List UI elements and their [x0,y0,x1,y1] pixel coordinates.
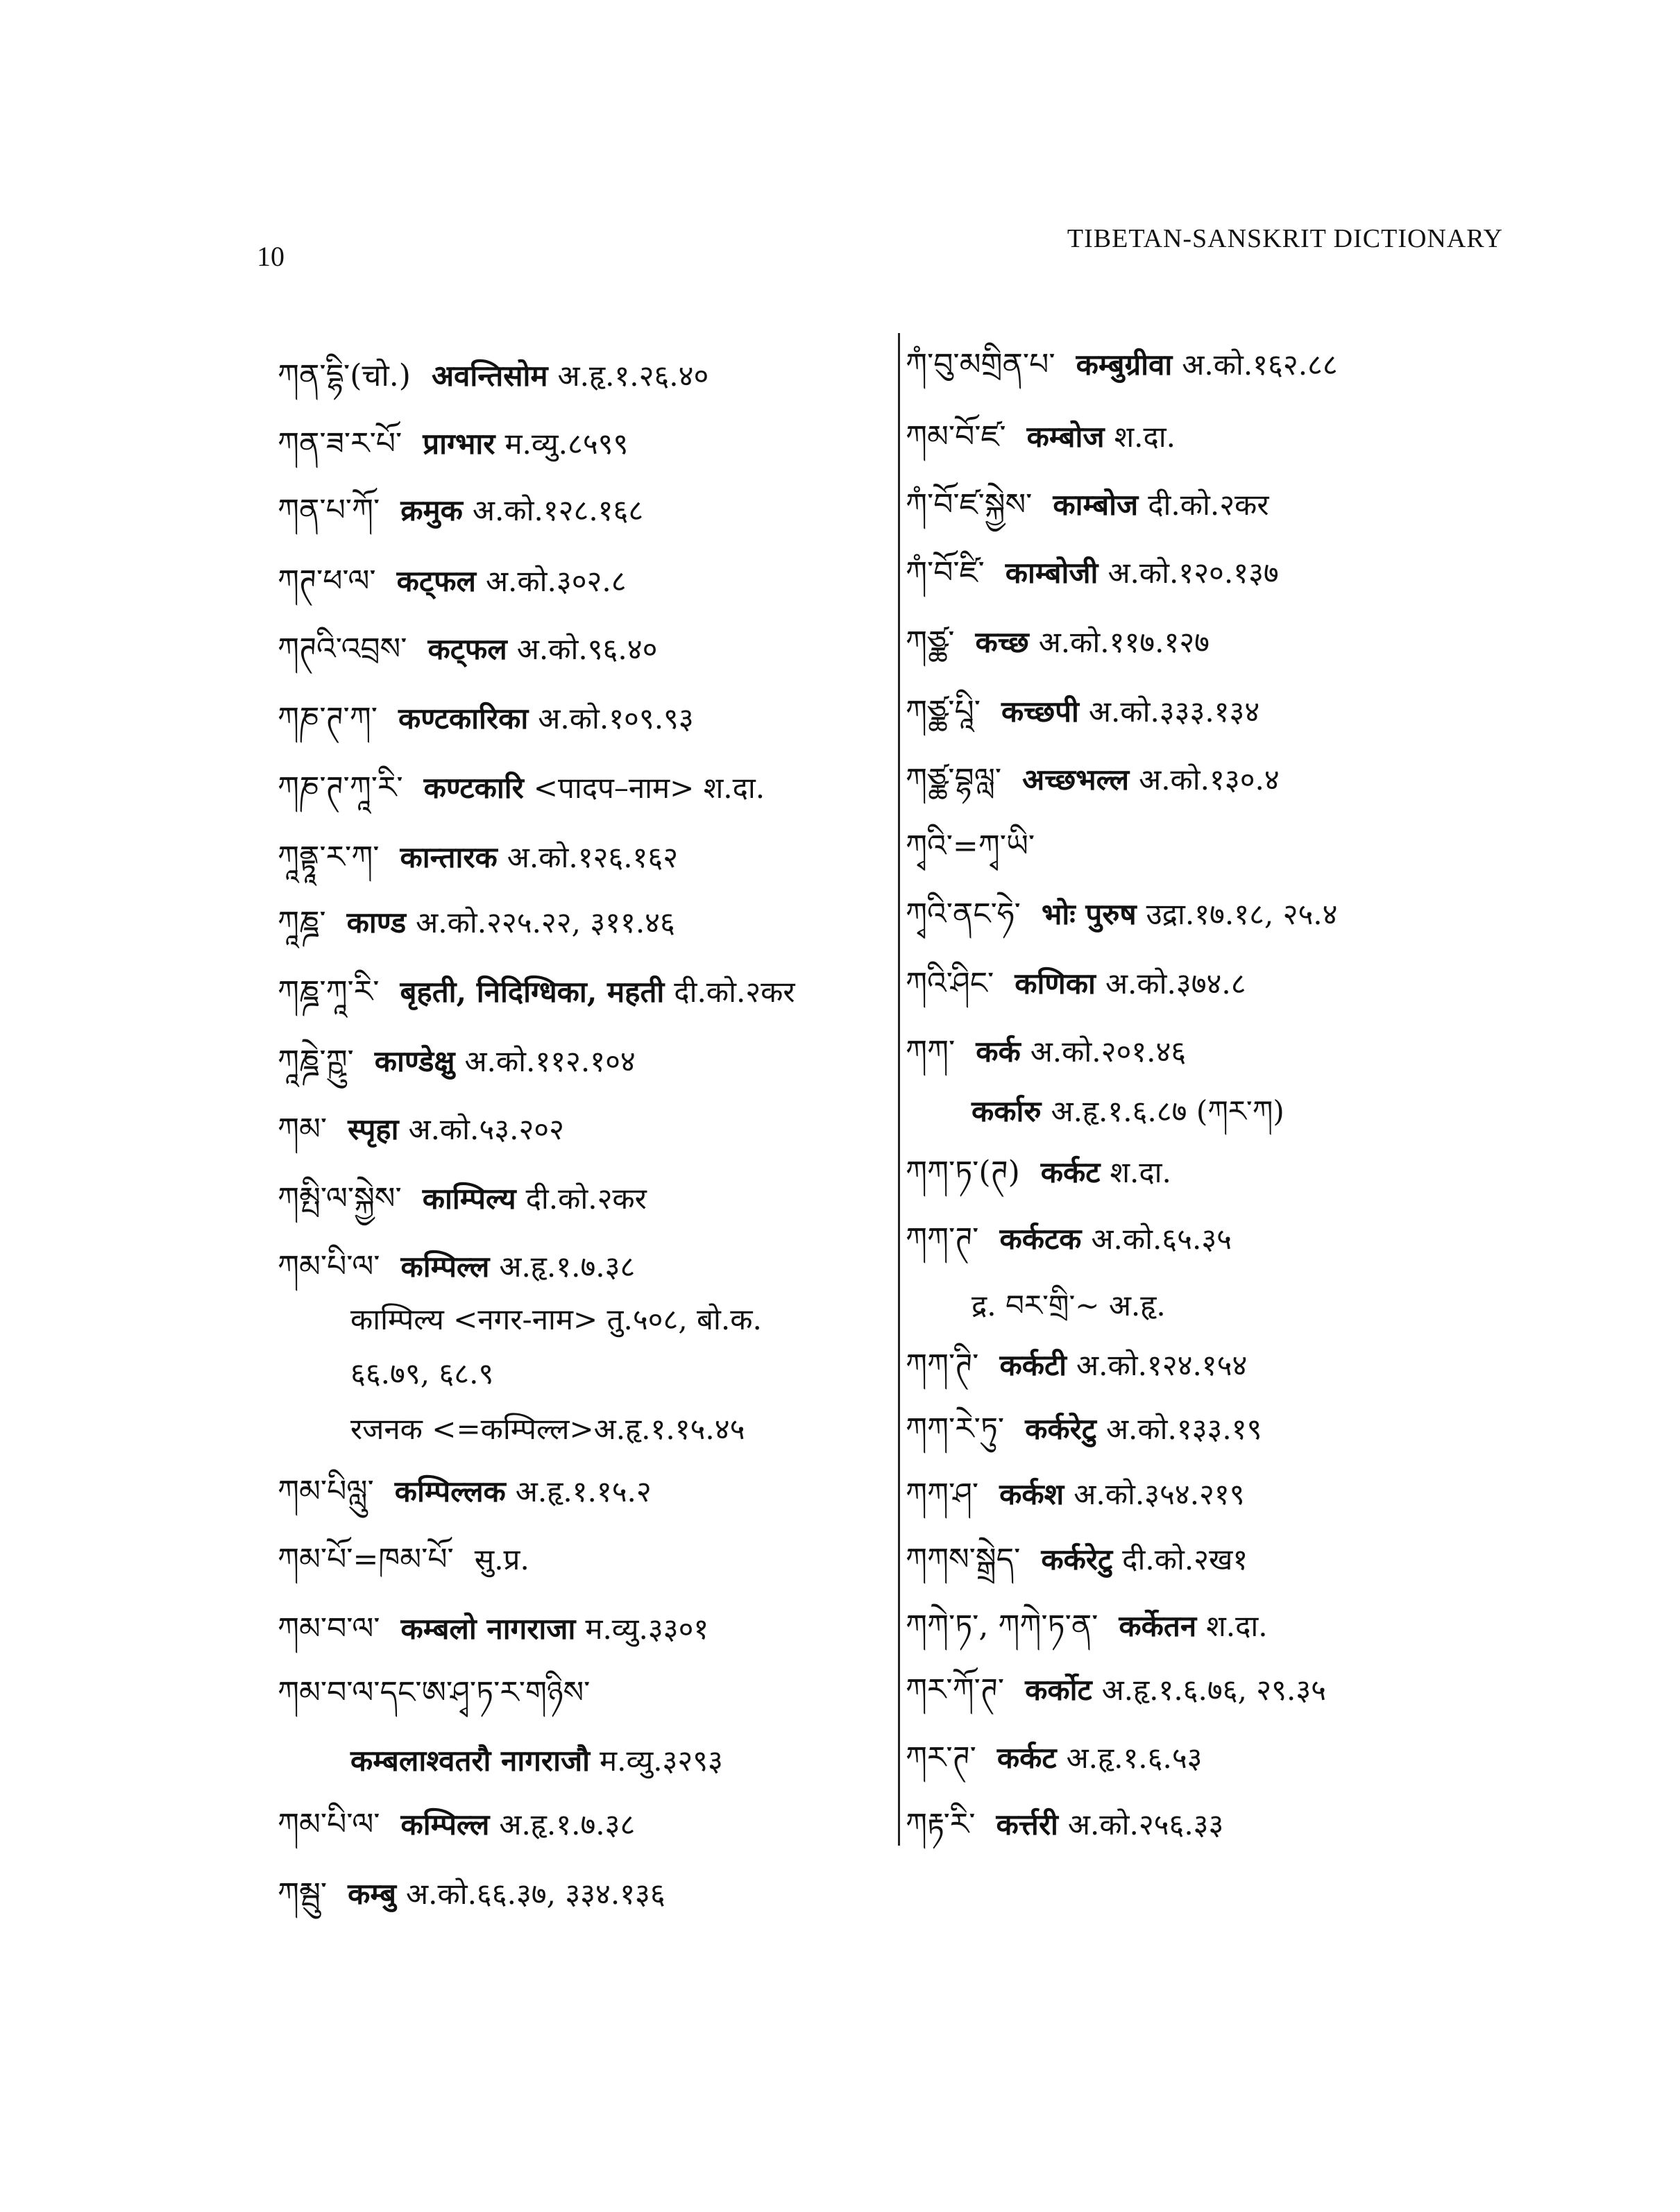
sanskrit-equivalent: कम्बलाश्वतरौ नागराजौ [350,1744,590,1778]
sanskrit-equivalent: अच्छभल्ल [1022,763,1130,797]
column-divider [898,333,900,1846]
source-reference: अ.हृ.१.६.७६, २९.३५ [1101,1673,1327,1707]
source-reference: अ.हृ.१.२६.४० [557,359,709,393]
sanskrit-equivalent: कम्पिल्ल [400,1807,490,1841]
tibetan-headword: ཀྭའི་=ཀྭ་ཡི་ [906,828,1035,864]
sanskrit-equivalent: कर्क [976,1035,1021,1069]
dictionary-entry [278,971,795,1013]
source-reference: अ.हृ.१.६.८७ (ཀར་ཀ) [1051,1094,1284,1128]
source-reference: ६६.७९, ६८.९ [350,1356,494,1390]
tibetan-headword: ཀཾ་བུ་མགྲིན་པ་ [906,347,1055,382]
tibetan-headword: ཀམ་པི་ལ་ [278,1249,380,1284]
source-reference: उद्रा.१७.१८, २५.४ [1146,897,1338,931]
dictionary-entry [278,490,643,531]
dictionary-entry [906,759,1280,801]
source-reference: अ.को.३३३.१३४ [1088,695,1260,729]
sanskrit-equivalent: कर्कट [1040,1155,1101,1189]
dictionary-entry [278,1041,636,1082]
sanskrit-equivalent: कम्बोज [1026,420,1105,454]
tibetan-headword: ཀཎྜ་ཀཱ་རི་ [278,974,380,1010]
source-reference: <पादप–नाम> श.दा. [533,771,765,805]
source-reference: अ.हृ.१.७.३८ [499,1807,636,1841]
tibetan-headword: ཀན་ཟ་ར་པོ་ [278,426,402,461]
sanskrit-equivalent: काण्ड [346,905,407,939]
dictionary-entry [278,355,709,397]
dictionary-entry [278,1109,564,1150]
tibetan-headword: ཀམྤི་ལ་སྐྱེས་ [278,1181,402,1216]
dictionary-entry [906,1152,1171,1193]
tibetan-headword: ཀམྦུ་ [278,1876,328,1912]
source-reference: अ.को.९६.४० [516,632,658,666]
sanskrit-equivalent: कर्कट [996,1741,1057,1775]
sanskrit-equivalent: कर्कश [999,1477,1064,1511]
source-reference: अ.को.६६.३७, ३३४.१३६ [406,1877,665,1911]
sanskrit-equivalent: कट्फल [427,632,507,666]
source-reference: अ.को.११२.१०४ [464,1044,636,1078]
sanskrit-equivalent: कर्कोट [1025,1673,1092,1707]
dictionary-entry [906,1218,1232,1260]
dictionary-entry [906,826,1055,867]
dictionary-entry [906,1474,1245,1515]
tibetan-headword: ཀཀ་རེ་ཏུ་ [906,1411,1005,1447]
tibetan-headword: ཀྭའི་ནང་ཧེ་ [906,896,1021,932]
source-reference: अ.को.२२५.२२, ३११.४६ [416,905,675,939]
sanskrit-equivalent: कर्कटी [999,1348,1067,1382]
sanskrit-equivalent: काम्पिल्य [422,1182,516,1216]
tibetan-headword: ཀན་པ་ཀོ་ [278,493,380,528]
sanskrit-equivalent: कम्पिल्ल [400,1250,490,1284]
dictionary-entry [906,894,1338,935]
sanskrit-equivalent: काम्बोजी [1005,556,1098,590]
dictionary-entry [278,1299,762,1341]
dictionary-entry [906,484,1269,526]
tibetan-headword: ཀཀ་ [906,1034,956,1069]
dictionary-entry [906,1804,1223,1846]
sanskrit-equivalent: कान्तारक [400,840,498,874]
sanskrit-equivalent: बृहती, निदिग्धिका, महती [400,975,665,1009]
dictionary-entry [278,698,694,740]
tibetan-headword: ཀཎ་ཊ་ཀཱ་རི་ [278,770,403,806]
source-reference: अ.को.६५.३५ [1091,1222,1232,1256]
dictionary-entry [906,344,1338,386]
sanskrit-equivalent: काम्बोज [1053,488,1139,522]
source-reference: अ.को.३७४.८ [1105,967,1246,1001]
tibetan-headword: ཀར་ཊ་ [906,1740,976,1776]
tibetan-headword: ཀམ་པི་ལ་ [278,1807,380,1842]
sanskrit-equivalent: कच्छ [975,625,1029,659]
dictionary-entry [278,1672,611,1714]
tibetan-headword: ཀམ་བ་ལ་ [278,1611,380,1647]
dictionary-entry [906,1285,1166,1327]
tibetan-headword: ཀཱཎྜ་ [278,905,326,940]
dictionary-entry [278,1873,665,1915]
source-reference: अ.को.१०९.९३ [538,701,694,735]
running-head: TIBETAN-SANSKRIT DICTIONARY [1067,224,1503,253]
dictionary-entry [278,767,765,809]
sanskrit-equivalent: प्राग्भार [423,427,495,461]
dictionary-entry [278,1539,529,1581]
dictionary-entry [906,1737,1203,1779]
sanskrit-equivalent: कच्छपी [1001,695,1079,729]
sanskrit-equivalent: कणिका [1015,967,1096,1001]
source-reference: द्र. བར་གྲི་~ अ.हृ. [971,1288,1166,1322]
tibetan-headword: ཀཱཎྜེ་ཀྵུ་ [278,1044,354,1079]
dictionary-entry [906,416,1176,458]
dictionary-entry [906,1669,1326,1711]
tibetan-headword: ཀཀེ་ཏ་, ཀཀེ་ཏ་ན་ [906,1608,1098,1644]
source-reference: अ.को.५३.२०२ [408,1112,564,1146]
source-reference: अ.को.३०२.८ [485,564,627,598]
dictionary-entry [278,1804,635,1846]
dictionary-entry [278,561,627,602]
source-reference: श.दा. [1110,1155,1171,1189]
source-reference: अ.हृ.१.६.५३ [1066,1741,1203,1775]
dictionary-entry [278,1409,745,1450]
source-reference: अ.को.१२४.१५४ [1076,1348,1248,1382]
dictionary-entry [906,1409,1262,1450]
tibetan-headword: ཀཎ་ཊ་ཀ་ [278,701,378,736]
source-reference: अ.को.२०१.४६ [1030,1035,1187,1069]
dictionary-entry [906,1539,1248,1581]
source-reference: अ.हृ.१.७.३८ [499,1250,636,1284]
tibetan-headword: ཀརྟ་རི་ [906,1807,976,1842]
source-reference: दी.को.२ख१ [1122,1542,1248,1576]
source-reference: दी.को.२कर [1148,488,1269,522]
dictionary-entry [278,1178,647,1220]
tibetan-headword: ཀཙྪ་བྷལླ་ [906,762,1002,797]
sanskrit-equivalent: कम्पिल्लक [394,1474,506,1508]
dictionary-entry [278,1471,652,1513]
source-reference: म.व्यु.३३०१ [585,1612,709,1646]
dictionary-entry [906,622,1210,663]
dictionary-entry [278,902,675,944]
source-reference: दी.को.२कर [525,1182,647,1216]
sanskrit-equivalent: कर्त्तरी [996,1807,1058,1841]
dictionary-entry [906,1091,1284,1132]
tibetan-headword: ཀཀས་སྒྲེད་ [906,1542,1021,1577]
sanskrit-equivalent: कण्टकारि [423,771,524,805]
tibetan-headword: ཀམ་པོ་=ཁམ་པོ་ [278,1542,454,1577]
dictionary-entry [278,1608,709,1650]
sanskrit-equivalent: कर्करेटु [1041,1542,1113,1576]
dictionary-entry [278,837,678,878]
source-reference: रजनक <=कम्पिल्ल>अ.हृ.१.१५.४५ [350,1412,745,1446]
tibetan-headword: ཀམ་བ་ལ་དང་ཨ་ཤྭ་ཏ་ར་གཉིས་ [278,1675,591,1710]
sanskrit-equivalent: कर्केतन [1119,1609,1197,1643]
sanskrit-equivalent: कर्कटक [999,1222,1082,1256]
source-reference: अ.को.१२०.१३७ [1108,556,1279,590]
tibetan-headword: ཀར་ཀོ་ཊ་ [906,1672,1005,1708]
source-reference: अ.को.१३०.४ [1139,763,1280,797]
tibetan-headword: ཀན་དྷི་(चो.) [278,358,411,393]
tibetan-headword: ཀཀ་ཊི་ [906,1347,979,1383]
dictionary-entry [906,1606,1268,1647]
source-reference: दी.को.२कर [674,975,795,1009]
sanskrit-equivalent: स्पृहा [348,1112,399,1146]
sanskrit-equivalent: कम्बु [348,1877,396,1911]
sanskrit-equivalent: कम्बुग्रीवा [1076,348,1173,382]
dictionary-entry [906,963,1246,1005]
source-reference: सु.प्र. [474,1542,529,1576]
source-reference: अ.को.३५४.२१९ [1074,1477,1245,1511]
dictionary-entry [906,691,1259,733]
source-reference: अ.को.२५६.३३ [1067,1807,1224,1841]
tibetan-headword: ཀཾ་བོ་ཛི་ [906,555,985,590]
dictionary-entry [278,1246,635,1288]
source-reference: म.व्यु.३२९३ [600,1744,723,1778]
tibetan-headword: ཀཙྪ་པཱི་ [906,694,981,729]
sanskrit-equivalent: कर्करेटु [1025,1412,1096,1446]
tibetan-headword: ཀཀ་ཏ་(ཊ) [906,1155,1020,1190]
tibetan-headword: ཀམ་པིལླུ་ [278,1474,374,1509]
sanskrit-equivalent: भोः पुरुष [1041,897,1137,931]
source-reference: अ.को.१२८.१६८ [472,493,644,527]
sanskrit-equivalent: काण्डेक्षु [374,1044,455,1078]
sanskrit-equivalent: कर्कारु [971,1094,1042,1128]
dictionary-entry [278,629,657,670]
source-reference: म.व्यु.८५९९ [504,427,629,461]
sanskrit-equivalent: अवन्तिसोम [431,359,548,393]
dictionary-entry [278,423,628,465]
source-reference: अ.को.१६२.८८ [1182,348,1338,382]
sanskrit-equivalent: क्रमुक [400,493,463,527]
tibetan-headword: ཀཀ་ཊ་ [906,1221,979,1257]
tibetan-headword: ཀཊ་ཕ་ལ་ [278,563,376,599]
tibetan-headword: ཀཀ་ཤ་ [906,1477,979,1512]
page-number: 10 [257,241,285,272]
sanskrit-equivalent: कम्बलो नागराजा [400,1612,576,1646]
tibetan-headword: ཀའི་ཤིང་ [906,966,994,1001]
tibetan-headword: ཀམ་ [278,1112,328,1147]
tibetan-headword: ཀམ་བོ་ཛ་ [906,419,1006,454]
tibetan-headword: ཀཊའི་འབྲས་ [278,631,407,667]
source-reference: काम्पिल्य <नगर-नाम> तु.५०८, बो.क. [350,1302,762,1336]
tibetan-headword: ཀཱནྟཱ་ར་ཀ་ [278,840,380,875]
source-reference: अ.को.१३३.१९ [1105,1412,1262,1446]
source-reference: अ.को.११७.१२७ [1038,625,1210,659]
dictionary-entry [906,1345,1247,1386]
source-reference: श.दा. [1206,1609,1268,1643]
source-reference: अ.को.१२६.१६२ [507,840,679,874]
tibetan-headword: ཀཙྪ་ [906,624,955,660]
tibetan-headword: ཀཾ་བོ་ཛ་སྐྱེས་ [906,487,1033,522]
sanskrit-equivalent: कण्टकारिका [398,701,529,735]
dictionary-entry [906,552,1279,594]
source-reference: अ.हृ.१.१५.२ [515,1474,652,1508]
dictionary-entry [906,1031,1186,1073]
dictionary-entry [278,1740,723,1782]
sanskrit-equivalent: कट्फल [396,564,476,598]
dictionary-entry [278,1353,493,1395]
source-reference: श.दा. [1114,420,1176,454]
